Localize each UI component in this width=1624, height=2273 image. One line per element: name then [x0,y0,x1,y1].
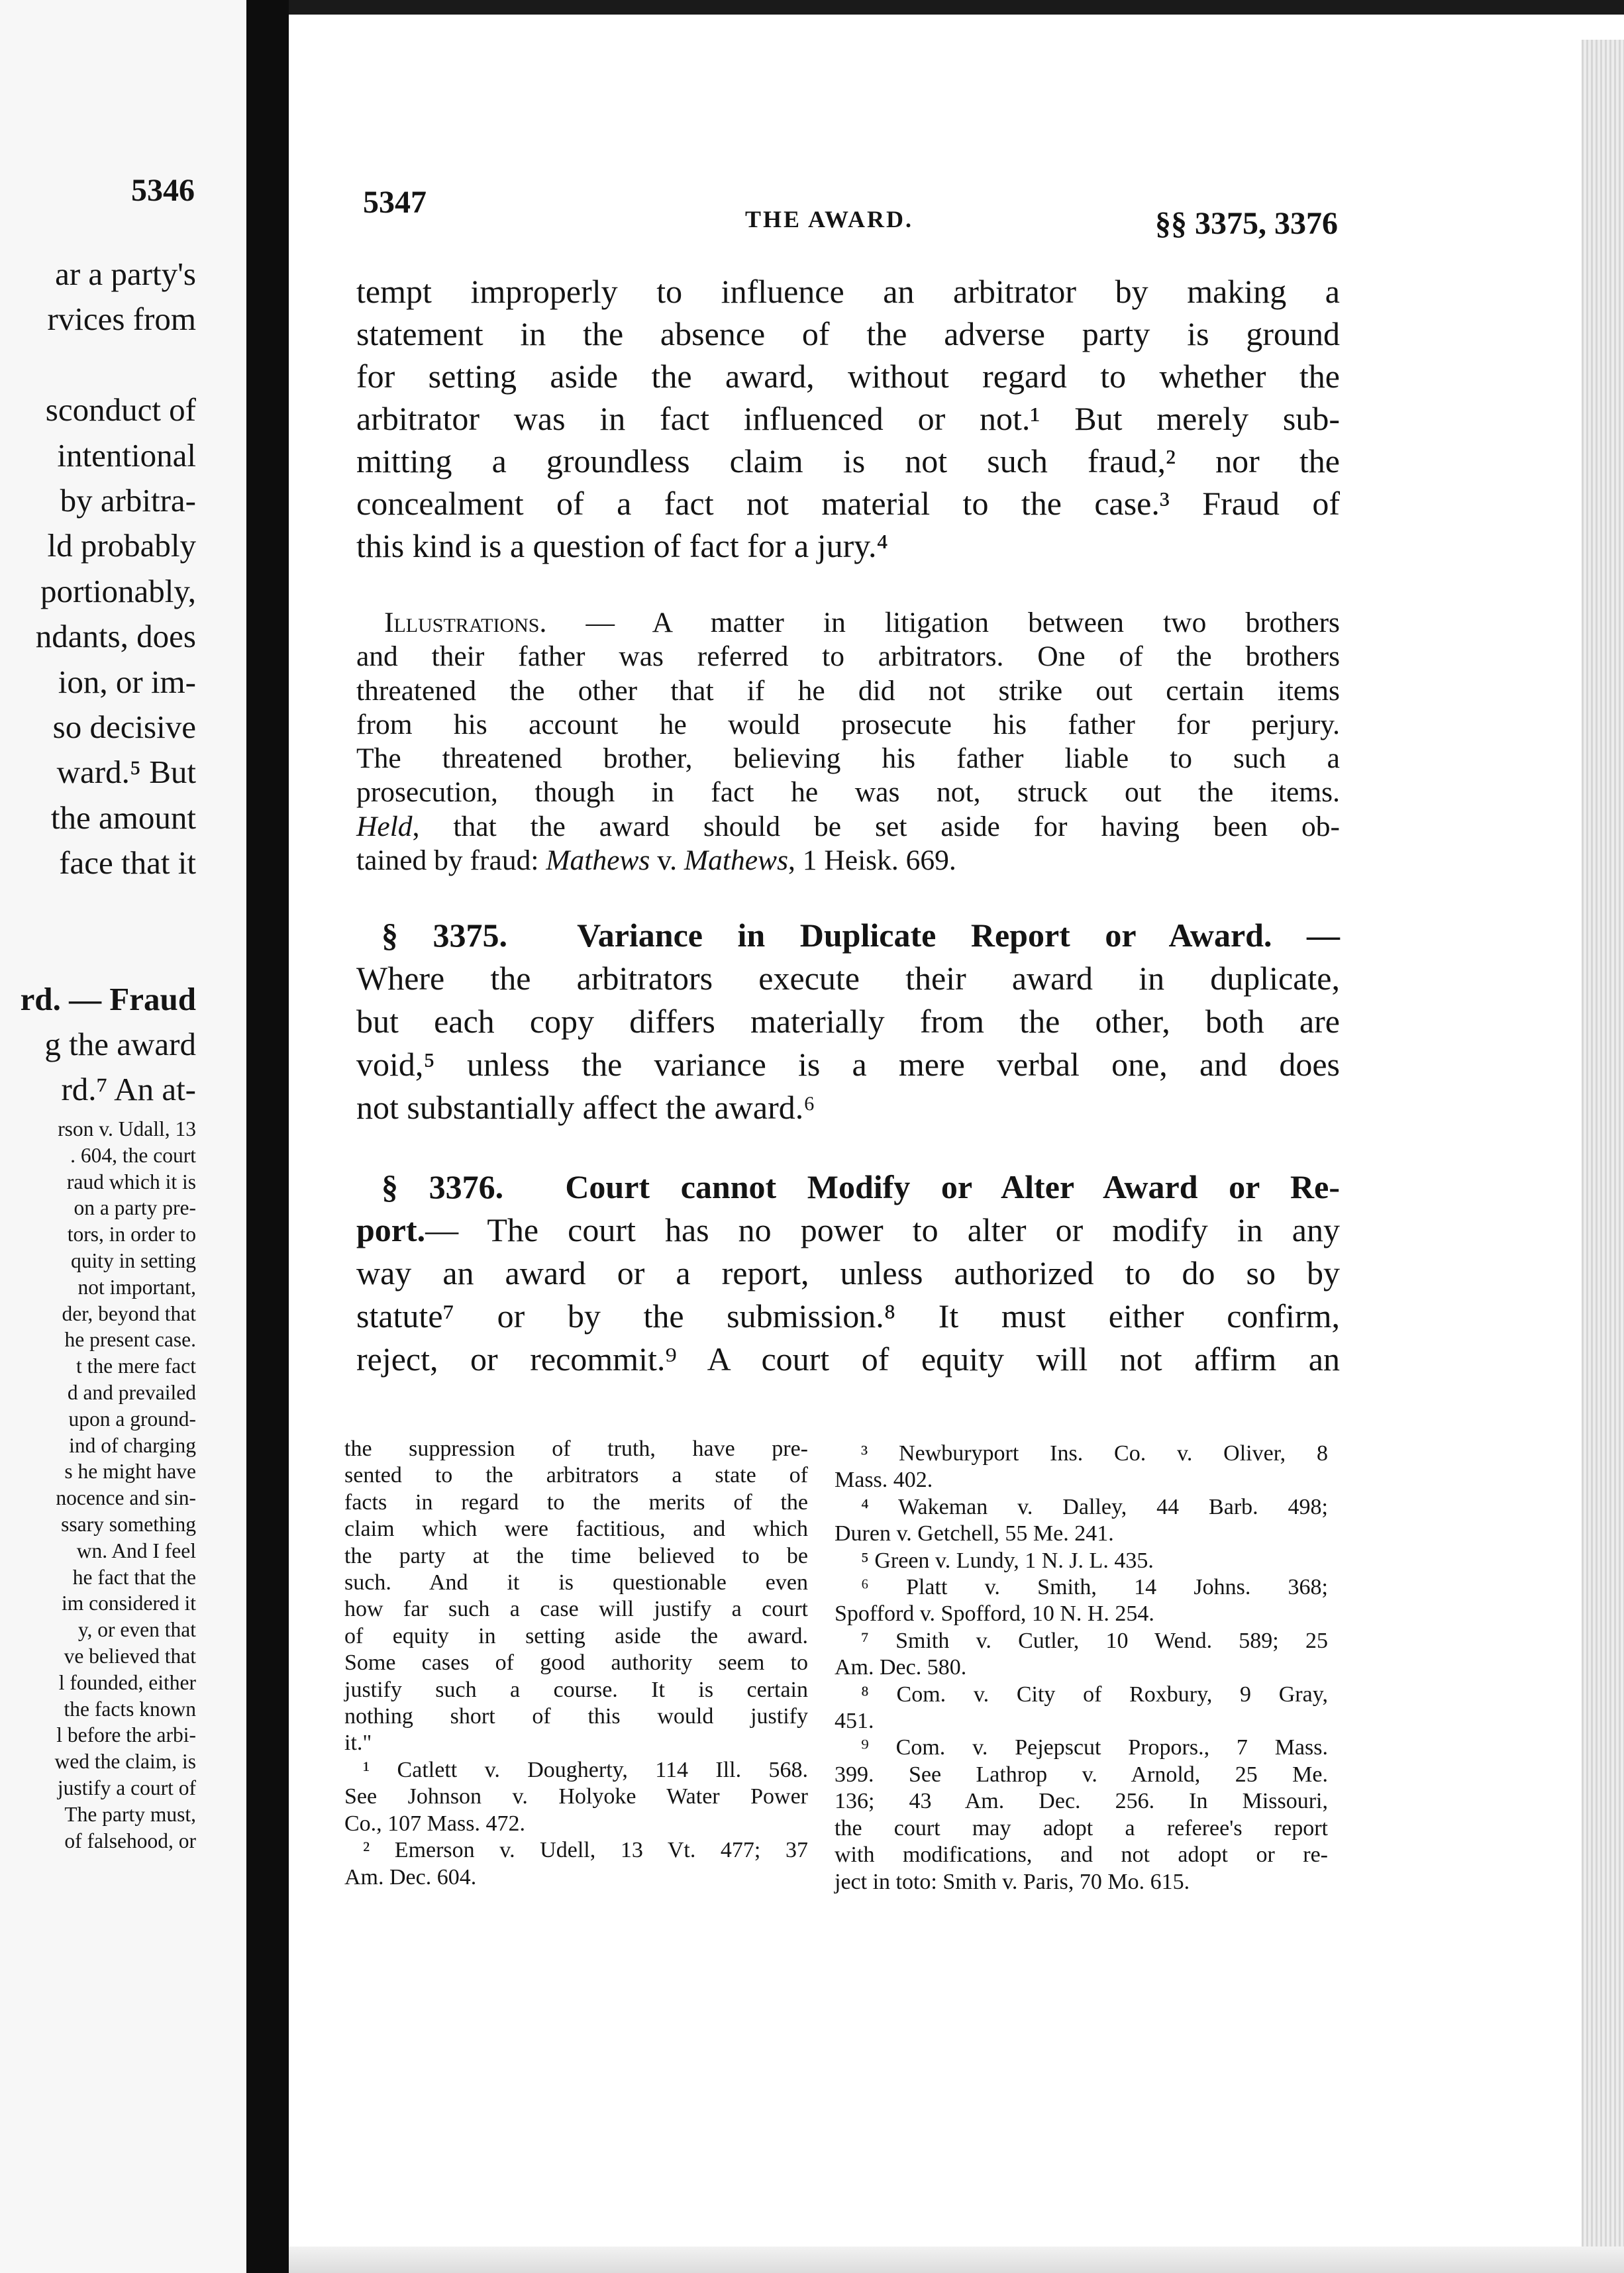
text-line: the amount [50,799,196,836]
text-run: tained by fraud: [356,844,546,877]
footnote-line: nothing short of this would justify [344,1704,808,1729]
note-line: of falsehood, or [64,1829,196,1852]
text-line: rvices from [47,301,196,338]
text-line: ward.⁵ But [56,754,196,791]
text-line: rd. — Fraud [20,980,196,1017]
note-line: s he might have [64,1460,196,1484]
text-line: ion, or im- [58,663,196,700]
text-line: The threatened brother, believing his father liable to such a [356,742,1340,775]
section-number: § 3375. [381,917,508,954]
note-line: upon a ground- [68,1407,196,1431]
footnote-line: Duren v. Getchell, 55 Me. 241. [835,1521,1114,1546]
note-line: l founded, either [58,1670,196,1694]
section-reference: §§ 3375, 3376 [1155,206,1338,241]
running-title: THE AWARD. [745,206,914,232]
text-line: statement in the absence of the adverse party is ground [356,315,1340,352]
text-line: concealment of a fact not material to the case.³ Fraud of [356,485,1340,522]
section-title-continued: port. [356,1211,426,1248]
footnote-line: with modifications, and not adopt or re- [835,1843,1328,1868]
note-line: he fact that the [72,1565,196,1589]
body-paragraph [356,270,1340,567]
text-line [356,1209,1340,1252]
text-line [0,931,196,976]
note-line: t the mere fact [76,1354,196,1378]
section-heading-line [356,914,1340,957]
illustrations-paragraph [356,606,1340,878]
text-line [356,810,1340,844]
text-line: not substantially affect the award.⁶ [356,1089,815,1126]
text-run: v. [650,844,684,877]
note-line: ind of charging [69,1433,196,1457]
text-line: face that it [59,844,196,882]
footnote-line: Some cases of good authority seem to [344,1650,808,1676]
text-line: but each copy differs materially from the other, both are [356,1003,1340,1040]
footnote-line: the court may adopt a referee's report [835,1815,1328,1841]
text-run: , that the award should be set aside for having been ob- [412,810,1340,842]
footnote-line: of equity in setting aside the award. [344,1623,808,1648]
note-line: tors, in order to [67,1223,196,1246]
note-line: ssary something [61,1512,196,1536]
text-line [356,844,1340,878]
section-title: Court cannot Modify or Alter Award or Re- [565,1168,1340,1205]
text-line: way an award or a report, unless authorized to do so by [356,1254,1340,1291]
note-line: wed the claim, is [54,1750,196,1774]
text-line [0,886,196,931]
case-name: Mathews [546,844,650,877]
note-line: der, beyond that [62,1301,196,1325]
note-line: raud which it is [66,1170,196,1193]
text-line: this kind is a question of fact for a jury.⁴ [356,527,888,564]
text-line: portionably, [40,572,196,609]
page-header [344,166,1338,241]
footnote-line: ⁴ Wakeman v. Dalley, 44 Barb. 498; [861,1494,1328,1519]
text-line: ld probably [47,527,196,564]
section-3376 [356,1166,1340,1381]
footnote-line: Spofford v. Spofford, 10 N. H. 254. [835,1601,1154,1627]
footnote-line: Am. Dec. 580. [835,1655,967,1680]
note-line: wn. And I feel [76,1539,196,1562]
note-line: justify a court of [57,1776,196,1799]
text-run: — A matter in litigation between two brothers [546,607,1340,638]
footnote-line: the suppression of truth, have pre- [344,1437,808,1461]
text-line [356,606,1340,640]
text-line: by arbitra- [60,482,196,519]
note-line: rson v. Udall, 13 [58,1117,196,1140]
footnote-line: ⁵ Green v. Lundy, 1 N. J. L. 435. [861,1548,1154,1573]
section-title: Variance in Duplicate Report or Award. [577,917,1272,954]
section-3375 [356,914,1340,1129]
text-line: tempt improperly to influence an arbitrator by making a [356,273,1340,310]
footnote-line: claim which were factitious, and which [344,1517,808,1542]
text-line: arbitrator was in fact influenced or not.¹ But merely sub- [356,400,1340,437]
note-line: . 604, the court [70,1143,196,1167]
text-line: statute⁷ or by the submission.⁸ It must either confirm, [356,1297,1340,1335]
footnote-line: ⁷ Smith v. Cutler, 10 Wend. 589; 25 [861,1628,1328,1653]
note-line: ve believed that [64,1644,196,1668]
note-line: l before the arbi- [56,1723,196,1747]
footnotes-right-column [835,1440,1328,1895]
text-line: rd.⁷ An at- [61,1071,196,1108]
footnotes-left-column [344,1436,808,1891]
left-page-fragment [0,0,246,2273]
note-line: the facts known [64,1697,196,1721]
footnote-line: Am. Dec. 604. [344,1864,477,1890]
text-line: reject, or recommit.⁹ A court of equity will not affirm an [356,1340,1340,1378]
footnote-line: 451. [835,1709,874,1734]
book-gutter [246,0,289,2273]
footnote-line: sented to the arbitrators a state of [344,1463,808,1488]
note-line: d and prevailed [67,1380,196,1404]
footnote-line: Mass. 402. [835,1468,933,1493]
note-line: nocence and sin- [56,1486,196,1510]
footnote-line: justify such a course. It is certain [344,1677,808,1702]
footnote-line: ⁸ Com. v. City of Roxbury, 9 Gray, [861,1682,1328,1707]
footnote-line: it." [344,1731,372,1756]
text-line: and their father was referred to arbitrators. One of the brothers [356,640,1340,673]
footnote-line: Co., 107 Mass. 472. [344,1811,525,1836]
illustrations-label: Illustrations. [384,607,547,638]
text-line: Where the arbitrators execute their award in duplicate, [356,960,1340,997]
text-line: sconduct of [45,391,196,429]
note-line: The party must, [64,1802,196,1826]
section-number: § 3376. [381,1168,504,1205]
footnote-line: See Johnson v. Holyoke Water Power [344,1784,808,1809]
scan-bottom-edge [289,2247,1624,2273]
footnote-line: ² Emerson v. Udell, 13 Vt. 477; 37 [363,1838,808,1863]
footnote-line: ⁹ Com. v. Pejepscut Propors., 7 Mass. [861,1735,1328,1760]
footnote-line: ¹ Catlett v. Dougherty, 114 Ill. 568. [363,1757,808,1782]
case-citation: , 1 Heisk. 669. [788,844,956,877]
footnote-line: the party at the time believed to be [344,1543,808,1568]
page-number: 5347 [363,185,427,220]
footnote-line: facts in regard to the merits of the [344,1490,808,1515]
text-line: so decisive [52,709,196,746]
text-run: — The court has no power to alter or modify in any [425,1211,1340,1248]
note-line: im considered it [62,1591,196,1615]
footnote-line: 136; 43 Am. Dec. 256. In Missouri, [835,1789,1328,1814]
text-line: g the award [44,1025,196,1062]
note-line: he present case. [64,1328,196,1352]
footnote-line: ⁶ Platt v. Smith, 14 Johns. 368; [861,1575,1328,1600]
footnote-line: 399. See Lathrop v. Arnold, 25 Me. [835,1762,1328,1787]
footnote-line: ³ Newburyport Ins. Co. v. Oliver, 8 [861,1441,1328,1466]
footnote-line: such. And it is questionable even [344,1570,808,1595]
right-page [344,166,1341,1894]
section-heading-line [356,1166,1340,1209]
text-line: for setting aside the award, without regard to whether the [356,358,1340,395]
text-line: ar a party's [55,256,196,292]
text-line: threatened the other that if he did not strike out certain items [356,674,1340,707]
text-line: prosecution, though in fact he was not, struck out the items. [356,776,1340,809]
scan-top-edge [289,0,1624,15]
note-line: y, or even that [77,1618,196,1642]
left-page-body [0,252,196,1113]
text-line: mitting a groundless claim is not such fraud,² nor the [356,442,1340,480]
note-line: not important, [77,1275,196,1299]
left-page-footnotes [0,1116,196,1854]
footnote-line: how far such a case will justify a court [344,1597,808,1622]
note-line: on a party pre- [74,1196,196,1220]
case-name: Mathews [684,844,788,877]
footnote-line: ject in toto: Smith v. Paris, 70 Mo. 615. [835,1869,1190,1894]
text-line: void,⁵ unless the variance is a mere verbal one, and does [356,1046,1340,1083]
text-line: from his account he would prosecute his father for perjury. [356,708,1340,740]
page-edges [1582,40,1624,2273]
text-line [0,342,196,387]
section-dash: — [1272,917,1341,954]
left-page-number: 5346 [131,173,195,208]
text-line: ndants, does [35,618,196,655]
note-line: quity in setting [71,1248,196,1272]
text-line: intentional [57,436,196,474]
held-word: Held [356,810,413,842]
